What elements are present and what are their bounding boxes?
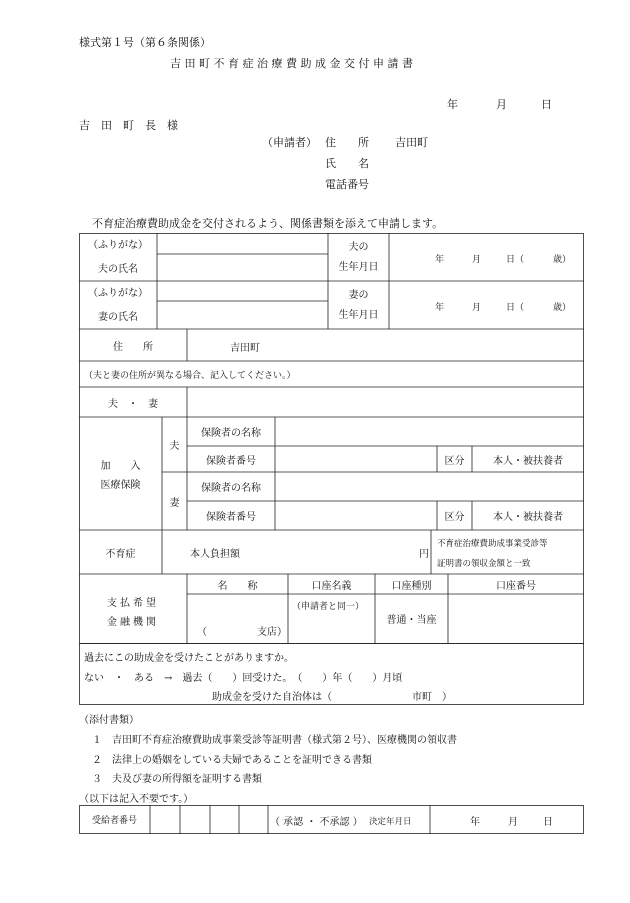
husband-category-label: 区分	[444, 455, 465, 467]
attachments-heading: （添付書類）	[79, 715, 139, 726]
wife-furigana-field[interactable]	[157, 281, 328, 301]
husband-age: 歳）	[553, 255, 572, 265]
wife-name-label: 妻の氏名	[98, 311, 138, 323]
recipient-number-label: 受給者番号	[91, 816, 137, 826]
past-question: 過去にこの助成金を受けたことがありますか。	[84, 653, 294, 664]
self-pay-label: 本人負担額	[190, 549, 240, 560]
wife-insurer-number-label: 保険者番号	[206, 512, 256, 523]
bank-label-1: 支払希望	[107, 597, 159, 609]
date-month-label: 月	[496, 98, 507, 111]
wife-birth-label-2: 生年月日	[338, 309, 379, 321]
receipt-note-1: 不育症治療費助成事業受診等	[437, 539, 548, 549]
bank-name-field[interactable]	[187, 594, 288, 643]
applicant-address-value: 吉田町	[395, 136, 428, 149]
wife-birth-label-1: 妻の	[348, 289, 369, 301]
address-value: 吉田町	[230, 343, 260, 354]
attachment-item-2: ２ 法律上の婚姻をしている夫婦であることを証明できる書類	[92, 755, 372, 766]
account-name-field[interactable]	[288, 594, 375, 643]
account-number-field[interactable]	[448, 594, 584, 643]
past-municipality[interactable]: 助成金を受けた自治体は（ 市町 ）	[212, 692, 452, 703]
yen-unit: 円	[419, 549, 429, 560]
bank-name-header: 名 称	[217, 580, 258, 592]
account-type-header: 口座種別	[391, 580, 432, 592]
wife-insurer-name-field[interactable]	[275, 472, 584, 501]
account-number-header: 口座番号	[496, 580, 536, 592]
office-use-note: （以下は記入不要です。）	[79, 794, 194, 805]
husband-wife-label: 夫 ・ 妻	[108, 398, 158, 410]
same-as-applicant-note: （申請者と同一）	[292, 602, 365, 612]
husband-insurer-number-field[interactable]	[275, 446, 437, 472]
bottom-year: 年	[470, 817, 480, 828]
husband-name-label: 夫の氏名	[98, 264, 138, 275]
husband-insurer-name-label: 保険者の名称	[201, 428, 261, 439]
bank-label-2: 金融機関	[107, 616, 159, 628]
branch-label: （ 支店）	[197, 627, 287, 638]
decision-date-label: 決定年月日	[369, 817, 412, 827]
account-name-header: 口座名義	[311, 580, 352, 592]
account-type-option[interactable]: 普通・当座	[386, 615, 437, 626]
applicant-name-label: 氏 名	[325, 157, 369, 170]
wife-birth-month: 月	[472, 303, 482, 313]
wife-category-label: 区分	[444, 512, 465, 523]
past-options[interactable]: ない ・ ある → 過去（ ）回受けた。 （ ）年（ ）月頃	[84, 673, 403, 684]
receipt-note-2: 証明書の領収金額と一致	[437, 559, 531, 569]
applicant-phone-label: 電話番号	[325, 178, 369, 191]
applicant-address-label: 住 所	[325, 136, 369, 149]
bottom-month: 月	[508, 817, 518, 828]
husband-furigana-field[interactable]	[157, 233, 328, 254]
husband-birth-year: 年	[435, 255, 445, 265]
form-number: 様式第１号（第６条関係）	[79, 36, 211, 49]
date-day-label: 日	[541, 98, 552, 111]
infertility-label: 不育症	[105, 548, 136, 560]
address-note: （夫と妻の住所が異なる場合、記入してください。）	[84, 371, 296, 381]
husband-insurer-number-label: 保険者番号	[206, 455, 256, 467]
approval-status: （ 承認 ・ 不承認 ）	[270, 817, 363, 828]
husband-category-option[interactable]: 本人・被扶養者	[493, 455, 563, 467]
wife-birth-day: 日（	[506, 303, 525, 313]
insurance-label-1: 加 入	[100, 460, 141, 472]
husband-insurer-name-field[interactable]	[275, 417, 584, 446]
wife-furigana-label: （ふりがな）	[88, 287, 148, 299]
attachment-item-3: ３ 夫及び妻の所得額を証明する書類	[92, 774, 262, 785]
husband-name-field[interactable]	[157, 254, 328, 281]
wife-insurer-name-label: 保険者の名称	[201, 483, 261, 494]
wife-birth-year: 年	[435, 303, 445, 313]
intro-text: 不育症治療費助成金を交付されるよう、関係書類を添えて申請します。	[92, 217, 444, 230]
page-title: 吉 田 町 不 育 症 治 療 費 助 成 金 交 付 申 請 書	[170, 57, 413, 70]
insurance-label-2: 医療保険	[100, 479, 141, 491]
insurance-husband-label: 夫	[169, 441, 180, 452]
husband-furigana-label: （ふりがな）	[88, 240, 148, 251]
alternate-address-field[interactable]	[187, 387, 584, 417]
wife-insurer-number-field[interactable]	[275, 501, 437, 530]
insurance-wife-label: 妻	[169, 497, 180, 509]
wife-name-field[interactable]	[157, 301, 328, 329]
addressee: 吉 田 町 長 様	[79, 119, 178, 132]
address-field[interactable]	[187, 329, 584, 361]
attachment-item-1: １ 吉田町不育症治療費助成事業受診等証明書（様式第２号）、医療機関の領収書	[92, 735, 457, 746]
wife-category-option[interactable]: 本人・被扶養者	[493, 512, 563, 523]
husband-birth-label-1: 夫の	[348, 241, 369, 253]
wife-age: 歳）	[553, 303, 572, 313]
husband-birth-label-2: 生年月日	[338, 261, 379, 273]
husband-birth-month: 月	[472, 255, 482, 265]
husband-birth-day: 日（	[506, 255, 525, 265]
date-year-label: 年	[447, 98, 458, 111]
applicant-label: （申請者）	[262, 136, 317, 149]
bottom-day: 日	[543, 817, 553, 828]
address-label: 住 所	[113, 341, 153, 353]
husband-birthdate-field[interactable]	[389, 233, 584, 281]
self-pay-amount-field[interactable]	[262, 530, 417, 574]
wife-birthdate-field[interactable]	[389, 281, 584, 329]
